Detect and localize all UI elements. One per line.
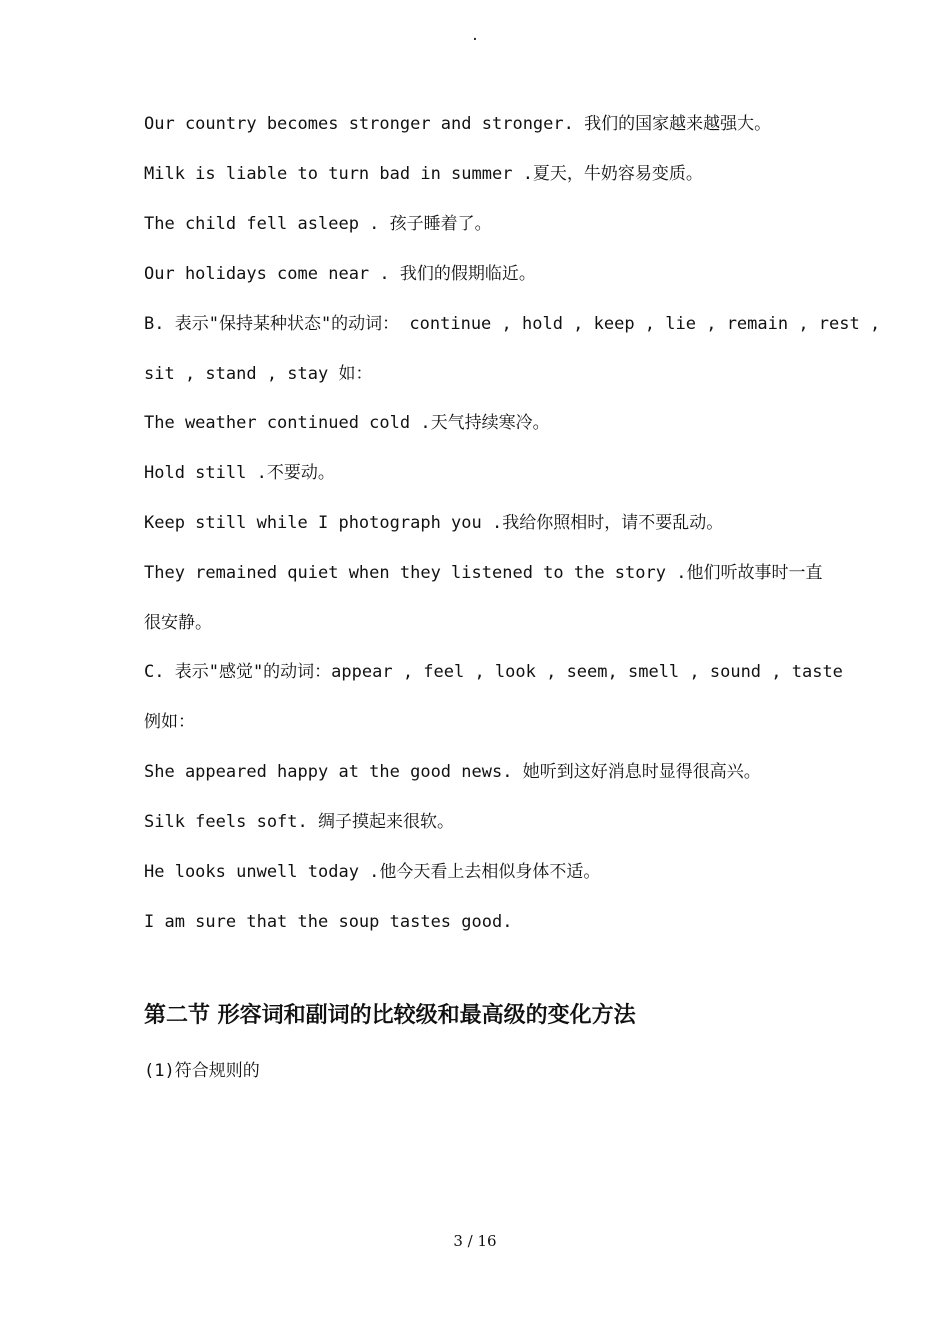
text-line: Our country becomes stronger and stronger. 我们的国家越来越强大。 xyxy=(144,114,772,134)
text-line: 很安静。 xyxy=(144,613,212,633)
text-line: 例如： xyxy=(144,712,195,732)
text-line: Silk feels soft. 绸子摸起来很软。 xyxy=(144,812,454,832)
page-number: 3 / 16 xyxy=(453,1232,497,1250)
text-line: I am sure that the soup tastes good. xyxy=(144,912,513,932)
text-line: They remained quiet when they listened to the story .他们听故事时一直 xyxy=(144,563,823,583)
text-line: B. 表示"保持某种状态"的动词： continue , hold , keep , lie , remain , rest , xyxy=(144,314,881,334)
section-subheading: (1)符合规则的 xyxy=(144,1061,260,1081)
text-line: C. 表示"感觉"的动词：appear , feel , look , seem, smell , sound , taste xyxy=(144,662,843,682)
text-line: Keep still while I photograph you .我给你照相时，请不要乱动。 xyxy=(144,513,724,533)
text-line: The weather continued cold .天气持续寒冷。 xyxy=(144,413,550,433)
text-line: He looks unwell today .他今天看上去相似身体不适。 xyxy=(144,862,601,882)
text-line: sit , stand , stay 如： xyxy=(144,364,373,384)
text-line: The child fell asleep . 孩子睡着了。 xyxy=(144,214,492,234)
text-line: She appeared happy at the good news. 她听到这好消息时显得很高兴。 xyxy=(144,762,761,782)
text-line: Hold still .不要动。 xyxy=(144,463,335,483)
text-line: Our holidays come near . 我们的假期临近。 xyxy=(144,264,536,284)
section-heading: 第二节 形容词和副词的比较级和最高级的变化方法 xyxy=(144,1003,636,1028)
text-line: Milk is liable to turn bad in summer .夏天，牛奶容易变质。 xyxy=(144,164,703,184)
header-mark: . xyxy=(470,28,480,44)
